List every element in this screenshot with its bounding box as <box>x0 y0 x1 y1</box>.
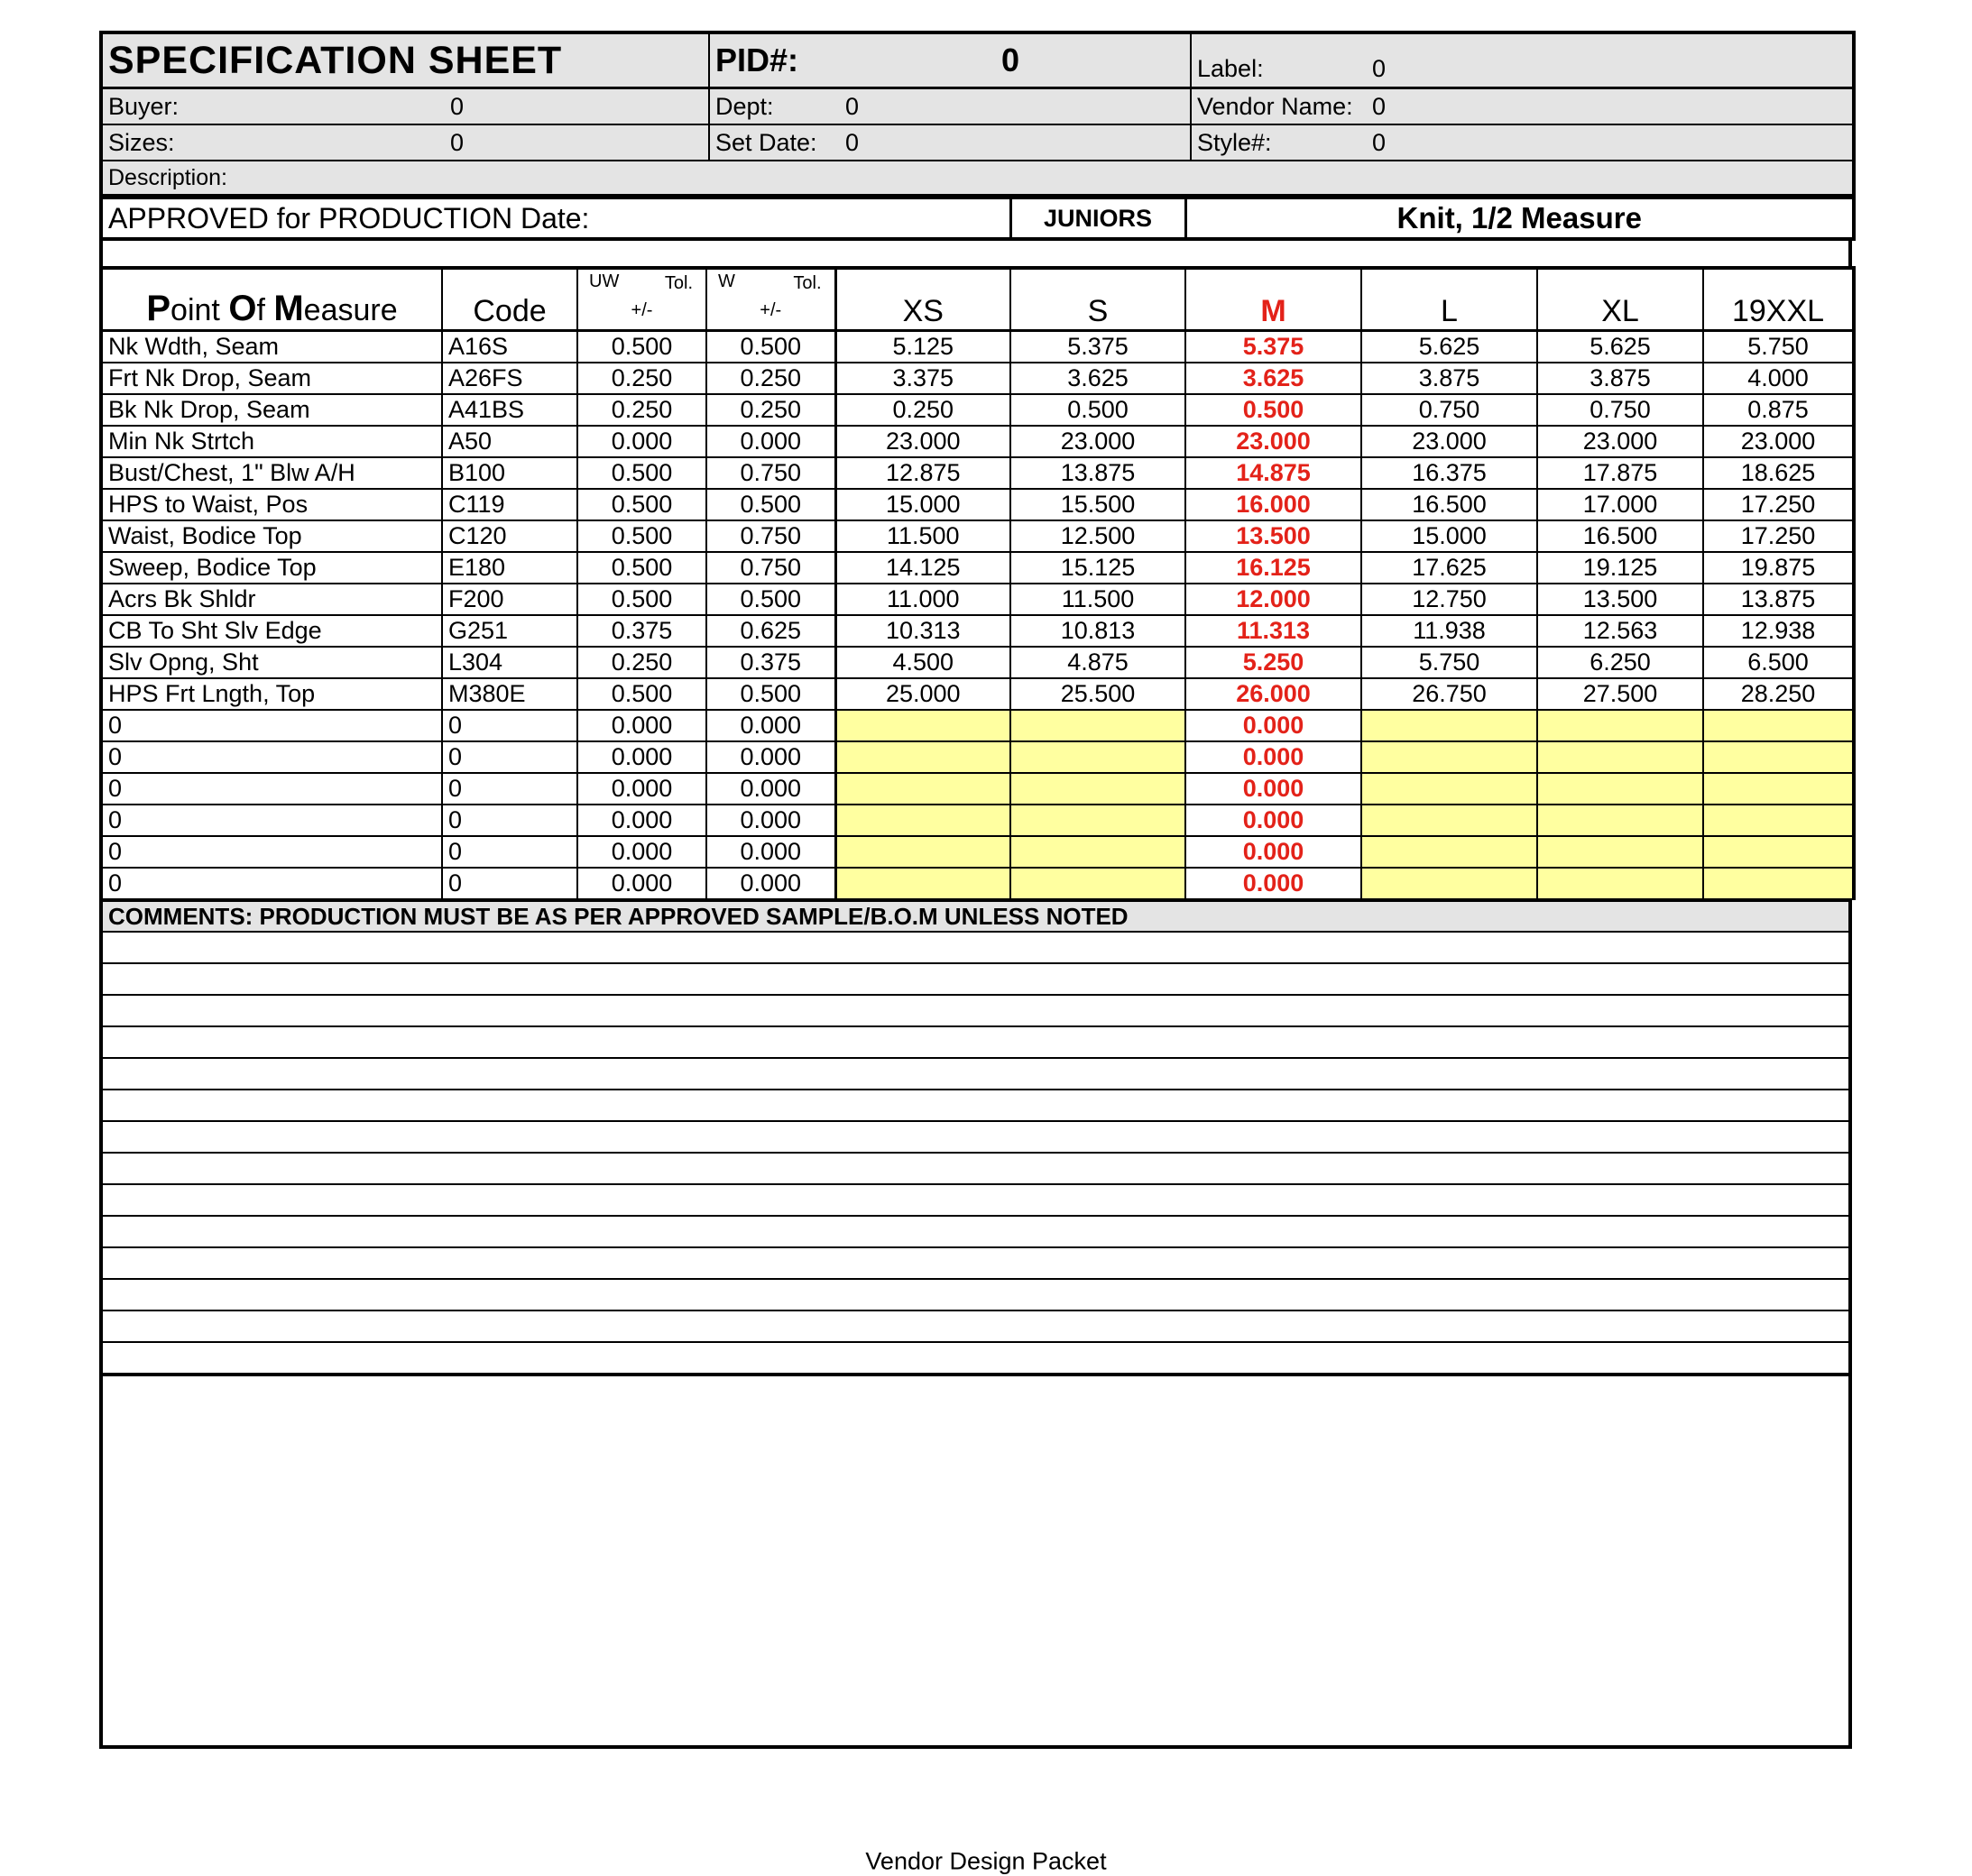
size-cell-s[interactable] <box>1010 868 1185 899</box>
size-cell-m[interactable]: 0.000 <box>1185 836 1361 868</box>
size-cell-m[interactable]: 5.250 <box>1185 647 1361 678</box>
comment-line[interactable] <box>101 1153 1850 1184</box>
pom-cell[interactable]: HPS to Waist, Pos <box>101 489 442 520</box>
size-cell-xl[interactable]: 3.875 <box>1537 363 1703 394</box>
size-cell-xl[interactable]: 19.125 <box>1537 552 1703 584</box>
comment-line-cell[interactable] <box>101 1026 1850 1058</box>
size-cell-xs[interactable]: 15.000 <box>835 489 1010 520</box>
label-cell <box>1191 32 1854 88</box>
size-cell-19xxl[interactable]: 19.875 <box>1703 552 1854 584</box>
size-cell-xl[interactable]: 6.250 <box>1537 647 1703 678</box>
w-tol-cell[interactable]: 0.000 <box>706 426 835 457</box>
size-cell-m[interactable]: 11.313 <box>1185 615 1361 647</box>
comments-section <box>99 900 1852 933</box>
size-cell-xs[interactable]: 25.000 <box>835 678 1010 710</box>
comment-line-cell[interactable] <box>101 1279 1850 1310</box>
setdate-value[interactable]: 0 <box>845 128 860 156</box>
uw-tol-cell[interactable]: 0.375 <box>577 615 706 647</box>
comment-line[interactable] <box>101 1216 1850 1247</box>
code-cell[interactable]: 0 <box>442 868 577 899</box>
sheet-title-cell <box>101 32 709 88</box>
comment-line-cell[interactable] <box>101 1184 1850 1216</box>
size-cell-xs[interactable] <box>835 836 1010 868</box>
size-cell-l[interactable]: 15.000 <box>1361 520 1537 552</box>
vendor-label: Vendor Name: <box>1197 92 1353 120</box>
header-block <box>99 31 1856 196</box>
pom-cell[interactable]: 0 <box>101 741 442 773</box>
code-cell[interactable]: A16S <box>442 331 577 363</box>
size-cell-m[interactable]: 23.000 <box>1185 426 1361 457</box>
comment-line[interactable] <box>101 1090 1850 1121</box>
uw-tol-cell[interactable]: 0.000 <box>577 741 706 773</box>
size-cell-xs[interactable] <box>835 805 1010 836</box>
w-tol-cell[interactable]: 0.500 <box>706 584 835 615</box>
code-cell[interactable]: 0 <box>442 805 577 836</box>
pom-cell[interactable]: 0 <box>101 710 442 741</box>
setdate-cell <box>709 124 1191 161</box>
dept-cell <box>709 88 1191 125</box>
comments-label: COMMENTS: PRODUCTION MUST BE AS PER APPROVED SAMPLE/B.O.M UNLESS NOTED <box>101 901 1850 932</box>
size-cell-s[interactable] <box>1010 741 1185 773</box>
size-cell-xl[interactable] <box>1537 773 1703 805</box>
w-tol-cell[interactable]: 0.500 <box>706 331 835 363</box>
size-cell-19xxl[interactable]: 4.000 <box>1703 363 1854 394</box>
comment-line-cell[interactable] <box>101 995 1850 1026</box>
size-header-s: S <box>1010 268 1185 331</box>
pom-cell[interactable]: Sweep, Bodice Top <box>101 552 442 584</box>
size-cell-s[interactable]: 3.625 <box>1010 363 1185 394</box>
size-header-xs: XS <box>835 268 1010 331</box>
code-cell[interactable]: 0 <box>442 836 577 868</box>
uw-tol-cell[interactable]: 0.000 <box>577 710 706 741</box>
pom-cell[interactable]: 0 <box>101 805 442 836</box>
size-cell-l[interactable]: 12.750 <box>1361 584 1537 615</box>
footer-text: Vendor Design Packet <box>865 1847 1107 1875</box>
size-cell-l[interactable]: 5.625 <box>1361 331 1537 363</box>
pom-cell[interactable]: Acrs Bk Shldr <box>101 584 442 615</box>
size-cell-m[interactable]: 26.000 <box>1185 678 1361 710</box>
table-row <box>101 773 1854 805</box>
size-cell-xl[interactable]: 12.563 <box>1537 615 1703 647</box>
buyer-cell <box>101 88 709 125</box>
size-cell-19xxl[interactable]: 18.625 <box>1703 457 1854 489</box>
size-cell-xl[interactable]: 17.875 <box>1537 457 1703 489</box>
size-cell-19xxl[interactable]: 17.250 <box>1703 520 1854 552</box>
w-tol-cell[interactable]: 0.625 <box>706 615 835 647</box>
comment-line-cell[interactable] <box>101 1247 1850 1279</box>
w-tol-cell[interactable]: 0.500 <box>706 678 835 710</box>
size-cell-l[interactable] <box>1361 710 1537 741</box>
size-cell-s[interactable] <box>1010 805 1185 836</box>
pom-cell[interactable]: Frt Nk Drop, Seam <box>101 363 442 394</box>
pom-cell[interactable]: Bk Nk Drop, Seam <box>101 394 442 426</box>
code-cell[interactable]: 0 <box>442 773 577 805</box>
size-cell-xs[interactable]: 0.250 <box>835 394 1010 426</box>
code-cell[interactable]: E180 <box>442 552 577 584</box>
size-cell-s[interactable]: 11.500 <box>1010 584 1185 615</box>
size-cell-l[interactable]: 11.938 <box>1361 615 1537 647</box>
pom-cell[interactable]: Slv Opng, Sht <box>101 647 442 678</box>
code-cell[interactable]: A41BS <box>442 394 577 426</box>
size-cell-19xxl[interactable]: 12.938 <box>1703 615 1854 647</box>
size-cell-xl[interactable] <box>1537 836 1703 868</box>
size-cell-xs[interactable]: 11.000 <box>835 584 1010 615</box>
size-cell-m[interactable]: 0.500 <box>1185 394 1361 426</box>
comment-line[interactable] <box>101 963 1850 995</box>
comment-line-cell[interactable] <box>101 1058 1850 1090</box>
table-row <box>101 584 1854 615</box>
size-cell-l[interactable]: 3.875 <box>1361 363 1537 394</box>
w-tol-cell[interactable]: 0.750 <box>706 457 835 489</box>
pom-cell[interactable]: 0 <box>101 773 442 805</box>
comment-line-cell[interactable] <box>101 1310 1850 1342</box>
size-cell-s[interactable] <box>1010 836 1185 868</box>
size-cell-xl[interactable]: 13.500 <box>1537 584 1703 615</box>
approved-date-cell[interactable] <box>101 198 1010 239</box>
size-cell-19xxl[interactable]: 5.750 <box>1703 331 1854 363</box>
uw-tol-cell[interactable]: 0.250 <box>577 363 706 394</box>
pom-cell[interactable]: Bust/Chest, 1" Blw A/H <box>101 457 442 489</box>
w-tol-cell[interactable]: 0.000 <box>706 868 835 899</box>
approved-label: APPROVED for PRODUCTION Date: <box>108 201 590 234</box>
table-row <box>101 394 1854 426</box>
table-row <box>101 805 1854 836</box>
size-cell-m[interactable]: 0.000 <box>1185 710 1361 741</box>
size-cell-m[interactable]: 14.875 <box>1185 457 1361 489</box>
pid-cell <box>709 32 1191 88</box>
table-row <box>101 836 1854 868</box>
size-cell-l[interactable]: 26.750 <box>1361 678 1537 710</box>
size-cell-19xxl[interactable]: 23.000 <box>1703 426 1854 457</box>
comment-line[interactable] <box>101 1279 1850 1310</box>
w-tol-cell[interactable]: 0.000 <box>706 741 835 773</box>
size-cell-s[interactable]: 23.000 <box>1010 426 1185 457</box>
measurement-table <box>99 266 1856 900</box>
size-cell-s[interactable]: 10.813 <box>1010 615 1185 647</box>
table-row <box>101 520 1854 552</box>
size-cell-s[interactable] <box>1010 773 1185 805</box>
table-row <box>101 615 1854 647</box>
table-row <box>101 647 1854 678</box>
size-cell-m[interactable]: 12.000 <box>1185 584 1361 615</box>
size-cell-m[interactable]: 16.125 <box>1185 552 1361 584</box>
size-cell-xs[interactable]: 4.500 <box>835 647 1010 678</box>
label-label: Label: <box>1197 55 1264 82</box>
comment-line[interactable] <box>101 933 1850 963</box>
table-row <box>101 426 1854 457</box>
code-cell[interactable]: A26FS <box>442 363 577 394</box>
sizes-value[interactable]: 0 <box>450 128 465 156</box>
comment-line[interactable] <box>101 1310 1850 1342</box>
uw-tol-cell[interactable]: 0.000 <box>577 836 706 868</box>
vendor-cell <box>1191 88 1854 125</box>
size-cell-xl[interactable] <box>1537 710 1703 741</box>
size-cell-xs[interactable]: 23.000 <box>835 426 1010 457</box>
size-cell-l[interactable] <box>1361 741 1537 773</box>
table-row <box>101 741 1854 773</box>
code-cell[interactable]: 0 <box>442 741 577 773</box>
uw-tol-cell[interactable]: 0.250 <box>577 647 706 678</box>
size-cell-xl[interactable]: 23.000 <box>1537 426 1703 457</box>
comment-line[interactable] <box>101 1026 1850 1058</box>
size-cell-l[interactable] <box>1361 836 1537 868</box>
table-row <box>101 331 1854 363</box>
size-cell-xs[interactable]: 11.500 <box>835 520 1010 552</box>
sizes-label: Sizes: <box>108 128 175 156</box>
size-cell-m[interactable]: 0.000 <box>1185 805 1361 836</box>
pom-cell[interactable]: Waist, Bodice Top <box>101 520 442 552</box>
w-tol-cell[interactable]: 0.750 <box>706 520 835 552</box>
size-header-19xxl: 19XXL <box>1703 268 1854 331</box>
size-cell-xs[interactable]: 12.875 <box>835 457 1010 489</box>
size-cell-l[interactable] <box>1361 868 1537 899</box>
size-cell-xl[interactable] <box>1537 868 1703 899</box>
code-cell[interactable]: L304 <box>442 647 577 678</box>
size-cell-xs[interactable]: 3.375 <box>835 363 1010 394</box>
w-tol-cell[interactable]: 0.000 <box>706 805 835 836</box>
uw-tol-cell[interactable]: 0.500 <box>577 457 706 489</box>
size-cell-l[interactable] <box>1361 805 1537 836</box>
size-cell-19xxl[interactable]: 6.500 <box>1703 647 1854 678</box>
uw-tol-cell[interactable]: 0.250 <box>577 394 706 426</box>
comment-line-cell[interactable] <box>101 963 1850 995</box>
code-cell[interactable]: B100 <box>442 457 577 489</box>
w-tol-cell[interactable]: 0.375 <box>706 647 835 678</box>
code-header: Code <box>442 268 577 331</box>
w-tol-cell[interactable]: 0.250 <box>706 394 835 426</box>
size-cell-l[interactable]: 0.750 <box>1361 394 1537 426</box>
pom-header: Point Of Measure <box>101 268 442 331</box>
size-cell-19xxl[interactable] <box>1703 836 1854 868</box>
size-cell-xs[interactable] <box>835 710 1010 741</box>
pid-label: PID#: <box>715 41 799 78</box>
size-cell-l[interactable]: 16.500 <box>1361 489 1537 520</box>
w-tol-cell[interactable]: 0.750 <box>706 552 835 584</box>
size-cell-m[interactable]: 5.375 <box>1185 331 1361 363</box>
setdate-label: Set Date: <box>715 128 817 156</box>
size-cell-l[interactable] <box>1361 773 1537 805</box>
comment-line[interactable] <box>101 1342 1850 1375</box>
size-cell-s[interactable]: 0.500 <box>1010 394 1185 426</box>
uw-tol-header: UW Tol. +/- <box>577 268 706 331</box>
pom-cell[interactable]: Nk Wdth, Seam <box>101 331 442 363</box>
comment-lines <box>99 933 1852 1376</box>
size-cell-xs[interactable]: 10.313 <box>835 615 1010 647</box>
table-row <box>101 457 1854 489</box>
size-cell-s[interactable]: 15.125 <box>1010 552 1185 584</box>
size-cell-s[interactable]: 5.375 <box>1010 331 1185 363</box>
w-tol-cell[interactable]: 0.250 <box>706 363 835 394</box>
size-cell-m[interactable]: 16.000 <box>1185 489 1361 520</box>
buyer-value[interactable]: 0 <box>450 92 465 120</box>
description-label: Description: <box>108 164 227 190</box>
size-cell-l[interactable]: 23.000 <box>1361 426 1537 457</box>
size-cell-xl[interactable] <box>1537 805 1703 836</box>
comment-line-cell[interactable] <box>101 1216 1850 1247</box>
uw-tol-cell[interactable]: 0.500 <box>577 552 706 584</box>
size-cell-xs[interactable]: 14.125 <box>835 552 1010 584</box>
style-label: Style#: <box>1197 128 1272 156</box>
uw-tol-cell[interactable]: 0.000 <box>577 868 706 899</box>
description-cell[interactable] <box>101 161 1854 195</box>
dept-label: Dept: <box>715 92 774 120</box>
comment-line[interactable] <box>101 1184 1850 1216</box>
uw-tol-cell[interactable]: 0.000 <box>577 426 706 457</box>
sheet-title: SPECIFICATION SHEET <box>108 38 563 82</box>
comment-line-cell[interactable] <box>101 933 1850 963</box>
uw-tol-cell[interactable]: 0.500 <box>577 678 706 710</box>
comment-line-cell[interactable] <box>101 1121 1850 1153</box>
w-tol-cell[interactable]: 0.000 <box>706 773 835 805</box>
specification-sheet <box>99 31 1852 1749</box>
pom-cell[interactable]: Min Nk Strtch <box>101 426 442 457</box>
table-row <box>101 868 1854 899</box>
size-cell-xs[interactable] <box>835 741 1010 773</box>
comment-line-cell[interactable] <box>101 1342 1850 1375</box>
comment-line[interactable] <box>101 1121 1850 1153</box>
size-cell-xs[interactable]: 5.125 <box>835 331 1010 363</box>
style-cell <box>1191 124 1854 161</box>
size-header-m: M <box>1185 268 1361 331</box>
pom-cell[interactable]: CB To Sht Slv Edge <box>101 615 442 647</box>
comment-line[interactable] <box>101 1247 1850 1279</box>
code-cell[interactable]: M380E <box>442 678 577 710</box>
sizes-cell <box>101 124 709 161</box>
w-tol-header: W Tol. +/- <box>706 268 835 331</box>
w-tol-cell[interactable]: 0.500 <box>706 489 835 520</box>
size-cell-s[interactable]: 12.500 <box>1010 520 1185 552</box>
size-cell-xl[interactable]: 0.750 <box>1537 394 1703 426</box>
dept-value[interactable]: 0 <box>845 92 860 120</box>
size-cell-s[interactable]: 25.500 <box>1010 678 1185 710</box>
table-row <box>101 678 1854 710</box>
size-cell-xl[interactable]: 5.625 <box>1537 331 1703 363</box>
size-cell-19xxl[interactable] <box>1703 710 1854 741</box>
notes-box[interactable] <box>99 1376 1852 1749</box>
size-cell-m[interactable]: 0.000 <box>1185 868 1361 899</box>
size-cell-xl[interactable] <box>1537 741 1703 773</box>
pom-cell[interactable]: HPS Frt Lngth, Top <box>101 678 442 710</box>
size-cell-m[interactable]: 3.625 <box>1185 363 1361 394</box>
size-cell-xl[interactable]: 17.000 <box>1537 489 1703 520</box>
size-cell-19xxl[interactable]: 28.250 <box>1703 678 1854 710</box>
style-value[interactable]: 0 <box>1372 128 1387 156</box>
size-cell-s[interactable] <box>1010 710 1185 741</box>
size-cell-19xxl[interactable] <box>1703 868 1854 899</box>
category-cell <box>1010 198 1185 239</box>
size-cell-s[interactable]: 13.875 <box>1010 457 1185 489</box>
comment-line[interactable] <box>101 1058 1850 1090</box>
measure-type-label: Knit, 1/2 Measure <box>1396 201 1642 234</box>
pom-cell[interactable]: 0 <box>101 836 442 868</box>
comment-line[interactable] <box>101 995 1850 1026</box>
table-row <box>101 710 1854 741</box>
size-cell-s[interactable]: 15.500 <box>1010 489 1185 520</box>
uw-tol-cell[interactable]: 0.500 <box>577 584 706 615</box>
size-cell-xs[interactable] <box>835 773 1010 805</box>
uw-tol-cell[interactable]: 0.000 <box>577 805 706 836</box>
pom-cell[interactable]: 0 <box>101 868 442 899</box>
table-row <box>101 363 1854 394</box>
uw-tol-cell[interactable]: 0.500 <box>577 331 706 363</box>
label-value[interactable]: 0 <box>1372 55 1387 82</box>
size-cell-19xxl[interactable]: 13.875 <box>1703 584 1854 615</box>
spacer-row <box>99 241 1852 266</box>
uw-tol-cell[interactable]: 0.500 <box>577 489 706 520</box>
code-cell[interactable]: C119 <box>442 489 577 520</box>
size-header-xl: XL <box>1537 268 1703 331</box>
code-cell[interactable]: F200 <box>442 584 577 615</box>
uw-tol-cell[interactable]: 0.000 <box>577 773 706 805</box>
buyer-label: Buyer: <box>108 92 180 120</box>
code-cell[interactable]: G251 <box>442 615 577 647</box>
code-cell[interactable]: 0 <box>442 710 577 741</box>
w-tol-cell[interactable]: 0.000 <box>706 710 835 741</box>
code-cell[interactable]: A50 <box>442 426 577 457</box>
comment-line-cell[interactable] <box>101 1090 1850 1121</box>
w-tol-cell[interactable]: 0.000 <box>706 836 835 868</box>
pid-value[interactable]: 0 <box>1001 41 1020 78</box>
size-cell-xl[interactable]: 27.500 <box>1537 678 1703 710</box>
approval-row <box>99 196 1856 241</box>
vendor-value[interactable]: 0 <box>1372 92 1387 120</box>
size-cell-19xxl[interactable] <box>1703 773 1854 805</box>
size-cell-19xxl[interactable] <box>1703 741 1854 773</box>
uw-tol-cell[interactable]: 0.500 <box>577 520 706 552</box>
size-header-l: L <box>1361 268 1537 331</box>
size-cell-19xxl[interactable]: 0.875 <box>1703 394 1854 426</box>
size-cell-l[interactable]: 5.750 <box>1361 647 1537 678</box>
comment-line-cell[interactable] <box>101 1153 1850 1184</box>
code-cell[interactable]: C120 <box>442 520 577 552</box>
size-cell-s[interactable]: 4.875 <box>1010 647 1185 678</box>
size-cell-m[interactable]: 13.500 <box>1185 520 1361 552</box>
size-cell-19xxl[interactable]: 17.250 <box>1703 489 1854 520</box>
table-row <box>101 489 1854 520</box>
table-row <box>101 552 1854 584</box>
size-cell-l[interactable]: 17.625 <box>1361 552 1537 584</box>
size-cell-l[interactable]: 16.375 <box>1361 457 1537 489</box>
size-cell-19xxl[interactable] <box>1703 805 1854 836</box>
size-cell-m[interactable]: 0.000 <box>1185 741 1361 773</box>
size-cell-m[interactable]: 0.000 <box>1185 773 1361 805</box>
category-label: JUNIORS <box>1043 204 1153 232</box>
measure-type-cell <box>1185 198 1854 239</box>
size-cell-xs[interactable] <box>835 868 1010 899</box>
size-cell-xl[interactable]: 16.500 <box>1537 520 1703 552</box>
